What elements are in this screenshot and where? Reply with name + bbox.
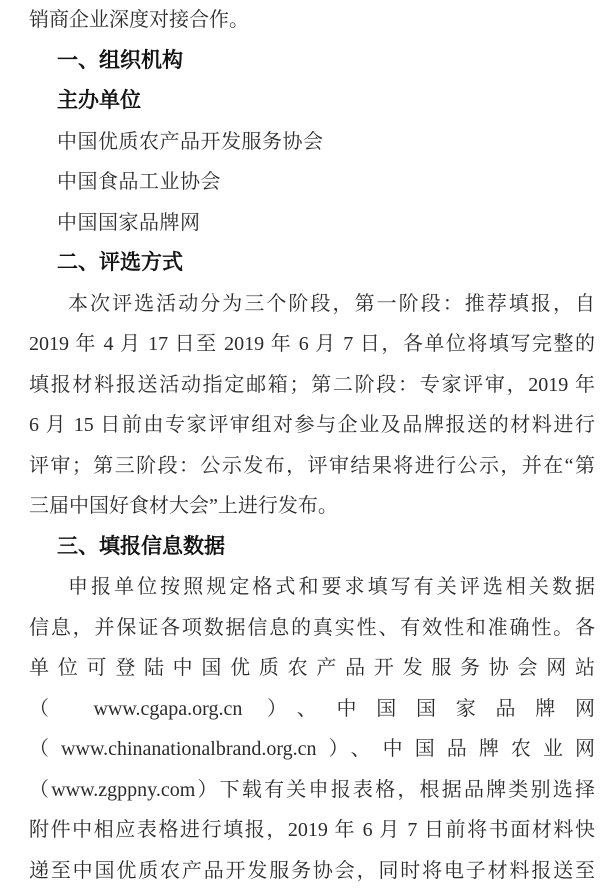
paragraph-first-line: 申报单位按照规定格式和要求填写有关评选相关数据 (29, 567, 595, 608)
paragraph-line: （ www.cgapa.org.cn ）、中国国家品牌网 (29, 689, 595, 730)
paragraph-line: 评审；第三阶段：公示发布，评审结果将进行公示，并在“第 (29, 446, 595, 487)
paragraph-line: 6 月 15 日前由专家评审组对参与企业及品牌报送的材料进行 (29, 405, 595, 446)
paragraph-line: 信息，并保证各项数据信息的真实性、有效性和准确性。各 (29, 608, 595, 649)
subsection-heading: 主办单位 (29, 81, 595, 122)
organizer-name: 中国食品工业协会 (29, 162, 595, 203)
organizer-name: 中国国家品牌网 (29, 203, 595, 244)
paragraph-line: 三届中国好食材大会”上进行发布。 (29, 486, 595, 527)
paragraph-first-line: 本次评选活动分为三个阶段，第一阶段：推荐填报，自 (29, 284, 595, 325)
paragraph-line: 销商企业深度对接合作。 (29, 0, 595, 41)
paragraph-line: 附件中相应表格进行填报，2019 年 6 月 7 日前将书面材料快 (29, 810, 595, 851)
organizer-name: 中国优质农产品开发服务协会 (29, 122, 595, 163)
paragraph-line: 填报材料报送活动指定邮箱；第二阶段：专家评审，2019 年 (29, 365, 595, 406)
section-heading: 二、评选方式 (29, 243, 595, 284)
document-body (29, 0, 595, 891)
section-heading: 三、填报信息数据 (29, 527, 595, 568)
paragraph-line: 递至中国优质农产品开发服务协会，同时将电子材料报送至 (29, 851, 595, 891)
paragraph-line: 单位可登陆中国优质农产品开发服务协会网站 (29, 648, 595, 689)
paragraph-line: 2019 年 4 月 17 日至 2019 年 6 月 7 日，各单位将填写完整的 (29, 324, 595, 365)
paragraph-line: （www.chinanationalbrand.org.cn）、中国品牌农业网 (29, 729, 595, 770)
paragraph-line: （www.zgppny.com）下载有关申报表格，根据品牌类别选择 (29, 770, 595, 811)
section-heading: 一、组织机构 (29, 41, 595, 82)
